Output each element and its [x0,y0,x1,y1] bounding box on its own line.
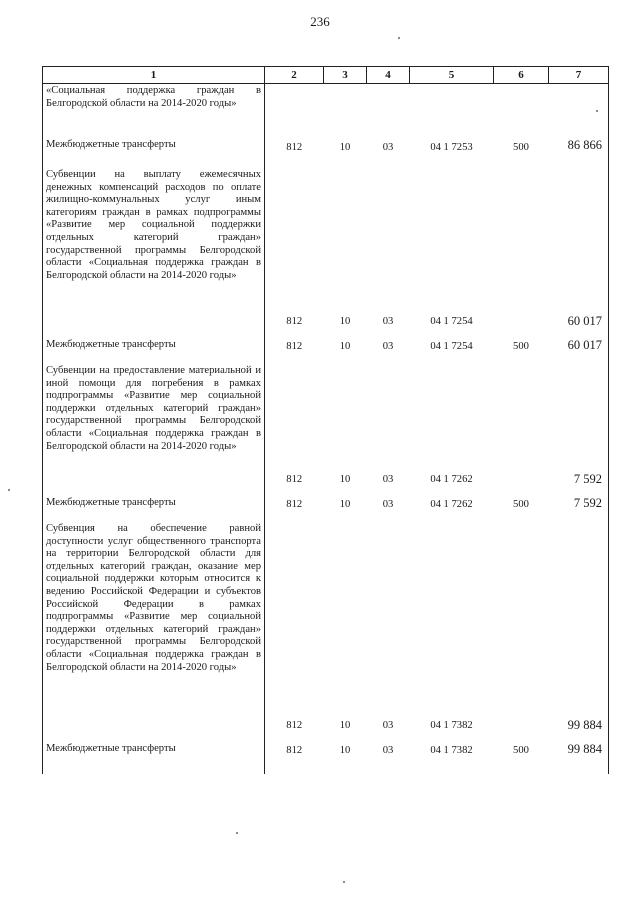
scan-speck [236,832,238,834]
row-target-code: 04 1 7253 [430,142,473,153]
row-section-code: 10 [339,720,351,732]
row-subsection-code: 03 [382,720,394,732]
row-amount: 60 017 [567,314,602,329]
row-section-code: 10 [339,341,351,352]
row-ministry-code: 812 [286,341,303,352]
header-col-1: 1 [43,67,265,84]
scan-speck [596,110,598,112]
row-subsection-code: 03 [382,142,394,153]
row-amount: 7 592 [573,496,602,510]
row-target-code: 04 1 7254 [430,341,473,352]
scan-speck [343,881,345,883]
row-section-code: 10 [339,499,351,510]
header-col-4: 4 [367,67,410,84]
row-description: Субвенции на выплату ежемесячных денежных компенсаций расходов по оплате жилищно-коммунальных услуг иным категориям граждан в рамках подпрограммы «Развитие мер социальной поддержки отдельных категорий граждан» государственной программы Белгородской области «Социальная поддержка граждан в Белгородской области на 2014-2020 годы» [46,169,261,281]
row-description: Межбюджетные трансферты [46,339,176,350]
table-row [43,331,609,359]
row-ministry-code: 812 [286,316,303,328]
row-amount: 99 884 [567,718,602,733]
header-col-6: 6 [494,67,549,84]
row-target-code: 04 1 7382 [430,745,473,756]
row-amount: 60 017 [567,338,602,352]
row-ministry-code: 812 [286,142,303,153]
row-description: Межбюджетные трансферты [46,139,176,150]
header-col-5: 5 [410,67,494,84]
table-row [43,84,609,130]
row-target-code: 04 1 7262 [430,474,473,486]
page-number: 236 [310,14,330,29]
row-section-code: 10 [339,142,351,153]
row-section-code: 10 [339,474,351,486]
row-amount: 7 592 [573,472,602,487]
row-subsection-code: 03 [382,474,394,486]
row-description: Межбюджетные трансферты [46,743,176,754]
row-subsection-code: 03 [382,745,394,756]
row-description: Субвенция на обеспечение равной доступности услуг общественного транспорта на территории Белгородской области для отдельных категорий граждан, оказание мер социальной поддержки которым относится к ведению Российской Федерации и субъектов Российской Федерации в рамках подпрограммы «Развитие мер социальной поддержки отдельных категорий граждан» государственной программы Белгородской области «Социальная поддержка граждан в Белгородской области на 2014-2020 годы» [46,523,261,673]
header-row [43,67,609,84]
table-row [43,517,609,735]
row-section-code: 10 [339,316,351,328]
row-ministry-code: 812 [286,720,303,732]
table-row [43,129,609,165]
row-expense-type: 500 [513,341,529,352]
row-target-code: 04 1 7382 [430,720,473,732]
row-section-code: 10 [339,745,351,756]
row-ministry-code: 812 [286,499,303,510]
header-col-7: 7 [549,67,609,84]
row-amount: 99 884 [567,742,602,756]
table-row [43,359,609,489]
row-description: Межбюджетные трансферты [46,497,176,508]
row-description: «Социальная поддержка граждан в Белгородской области на 2014-2020 годы» [46,85,261,109]
header-col-3: 3 [324,67,367,84]
header-col-2: 2 [265,67,324,84]
table-row [43,165,609,331]
row-ministry-code: 812 [286,474,303,486]
row-subsection-code: 03 [382,499,394,510]
budget-table [42,66,609,774]
row-subsection-code: 03 [382,316,394,328]
row-description: Субвенции на предоставление материальной и иной помощи для погребения в рамках подпрограммы «Развитие мер социальной поддержки отдельных категорий граждан» государственной программы Белгородской области «Социальная поддержка граждан в Белгородской области на 2014-2020 годы» [46,365,261,452]
row-subsection-code: 03 [382,341,394,352]
row-expense-type: 500 [513,499,529,510]
row-ministry-code: 812 [286,745,303,756]
scan-speck [398,37,400,39]
scan-speck [8,489,10,491]
table-bottom-margin [43,765,609,774]
row-target-code: 04 1 7254 [430,316,473,328]
table-row [43,489,609,517]
row-expense-type: 500 [513,745,529,756]
table-row [43,735,609,765]
row-expense-type: 500 [513,142,529,153]
row-target-code: 04 1 7262 [430,499,473,510]
row-amount: 86 866 [567,138,602,152]
